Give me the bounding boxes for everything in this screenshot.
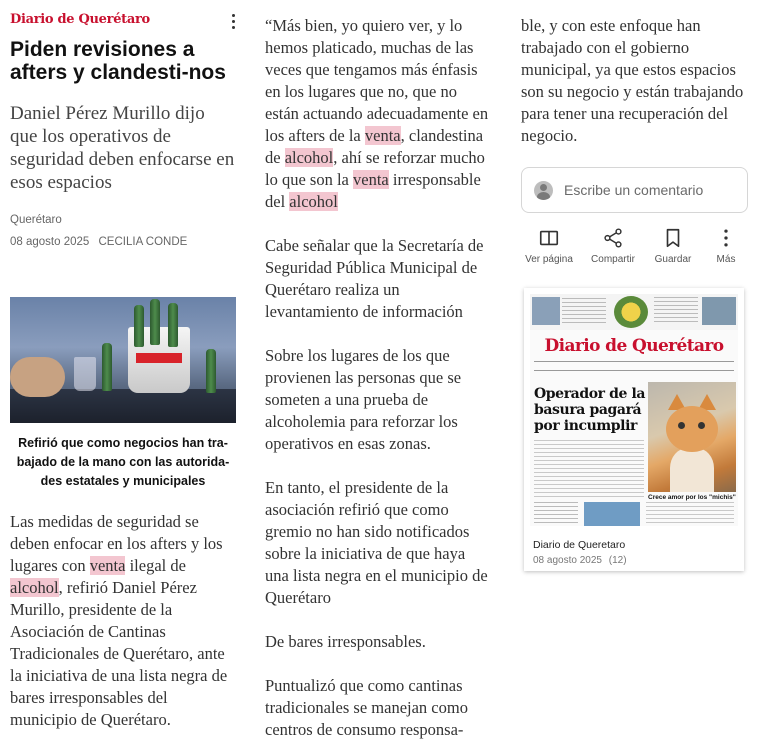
paragraph-text: , refirió Daniel Pérez Murillo, presidente de la Asociación de Cantinas Tradicionales de Querétaro, ante la iniciativa de una lista negra de bares irresponsables del municipio de Querétaro.: [10, 578, 228, 729]
masthead-logo[interactable]: Diario de Querétaro: [10, 12, 150, 27]
newspaper-edition-card[interactable]: [524, 288, 744, 571]
share-label: Compartir: [591, 254, 635, 265]
cover-headline: Operador de la basura pagará por incumplir: [534, 386, 646, 434]
save-button[interactable]: [649, 227, 697, 265]
search-highlight: venta: [89, 556, 126, 575]
cover-masthead: Diario de Querétaro: [544, 336, 724, 356]
share-button[interactable]: [587, 227, 639, 265]
edition-name: Diario de Queretaro: [533, 539, 626, 551]
edition-page-count: (12): [608, 555, 627, 566]
book-open-icon: [538, 227, 560, 249]
view-page-label: Ver página: [525, 254, 573, 265]
article-paragraph: Cabe señalar que la Secretaría de Seguridad Pública Municipal de Querétaro realiza un levantamiento de información: [265, 236, 484, 321]
photo-hand: [10, 357, 65, 397]
edition-date-line: [533, 555, 627, 566]
article-body-column-2: [265, 15, 491, 741]
article-headline: Piden revisiones a afters y clandesti-nos: [10, 38, 226, 84]
article-paragraph: De bares irresponsables.: [265, 632, 426, 651]
article-actions: [521, 227, 747, 267]
cover-teaser-text: [646, 502, 734, 526]
more-button[interactable]: [711, 227, 741, 265]
cover-teaser-photo: [584, 502, 640, 526]
paragraph-text: , clandestina de: [265, 126, 484, 167]
options-menu-icon[interactable]: [226, 14, 240, 32]
cover-teaser-photo: [702, 297, 736, 325]
article-paragraph: ble, y con este enfoque han trabajado con el gobierno municipal, ya que estos espacios son su negocio y están trabajando para tener una recuperación del negocio.: [521, 16, 744, 145]
photo-bottle: [102, 343, 112, 391]
article-quote-paragraph: [265, 15, 491, 213]
article-paragraph: Puntualizó que como cantinas tradicionales se manejan como centros de consumo responsa-: [265, 676, 468, 739]
article-paragraph: Sobre los lugares de los que provienen las personas que se someten a una prueba de alcoholemia para reforzar los operativos en esas zonas.: [265, 346, 462, 453]
article-author: CECILIA CONDE: [98, 236, 188, 248]
comment-box[interactable]: [521, 167, 748, 213]
save-label: Guardar: [654, 254, 692, 265]
cover-body-text: [534, 440, 644, 498]
photo-glass: [74, 357, 96, 391]
paragraph-text: Las medidas de seguridad se deben enfocar en los afters y los lugares con: [10, 512, 223, 575]
article-header: [10, 12, 236, 248]
cover-cat-photo: [648, 382, 736, 492]
photo-bottle: [206, 349, 216, 393]
cover-rule: [534, 370, 734, 371]
article-date: 08 agosto 2025: [10, 236, 90, 248]
article-body-column-3: [521, 15, 747, 147]
bookmark-icon: [662, 227, 684, 249]
more-vertical-icon: [715, 227, 737, 249]
edition-date: 08 agosto 2025: [533, 555, 602, 566]
search-highlight: alcohol: [289, 192, 338, 211]
paragraph-text: ilegal de: [125, 556, 186, 575]
paragraph-text: , ahí se reforzar mucho lo que son la: [265, 148, 485, 189]
search-highlight: alcohol: [10, 578, 59, 597]
search-highlight: venta: [353, 170, 389, 189]
cover-bottom-strip: [534, 502, 734, 526]
article-byline: [10, 236, 236, 248]
view-page-button[interactable]: [521, 227, 577, 265]
paragraph-text: “Más bien, yo quiero ver, y lo hemos platicado, muchas de las veces que tengamos más énfasis en los lugares que no, que no están actuando adecuadamente en los afters de la: [265, 16, 489, 145]
share-icon: [602, 227, 624, 249]
article-paragraph: [10, 511, 236, 731]
article-paragraph: En tanto, el presidente de la asociación refirió que como gremio no han sido notificados sobre la iniciativa de que haya una lista negra en el municipio de Querétaro: [265, 478, 488, 607]
search-highlight: alcohol: [284, 148, 334, 167]
photo-bottle: [150, 299, 160, 345]
comment-input[interactable]: [564, 182, 734, 198]
paragraph-text: irresponsable del: [265, 170, 481, 211]
cover-teaser-text: [534, 502, 578, 526]
article-subheadline: Daniel Pérez Murillo dijo que los operativos de seguridad deben enfocarse en esos espacios: [10, 103, 235, 193]
cover-photo-caption: Crece amor por los "michis": [648, 494, 736, 501]
cover-teaser-text: [654, 297, 698, 323]
cover-teaser-photo: [532, 297, 560, 325]
photo-caption: Refirió que como negocios han tra-bajado de la mano con las autorida-des estatales y municipales: [16, 436, 230, 488]
cover-teaser-text: [562, 298, 606, 324]
article-section[interactable]: Querétaro: [10, 214, 62, 226]
cover-rule: [534, 361, 734, 362]
photo-bottle: [168, 303, 178, 347]
cover-top-strip: [530, 294, 738, 330]
search-highlight: venta: [364, 126, 401, 145]
user-avatar-icon: [534, 181, 553, 200]
more-label: Más: [716, 254, 736, 265]
photo-bottle: [134, 305, 144, 347]
cover-teaser-emblem: [614, 296, 648, 328]
newspaper-cover-thumbnail: [530, 294, 738, 526]
article-photo[interactable]: [10, 297, 236, 423]
